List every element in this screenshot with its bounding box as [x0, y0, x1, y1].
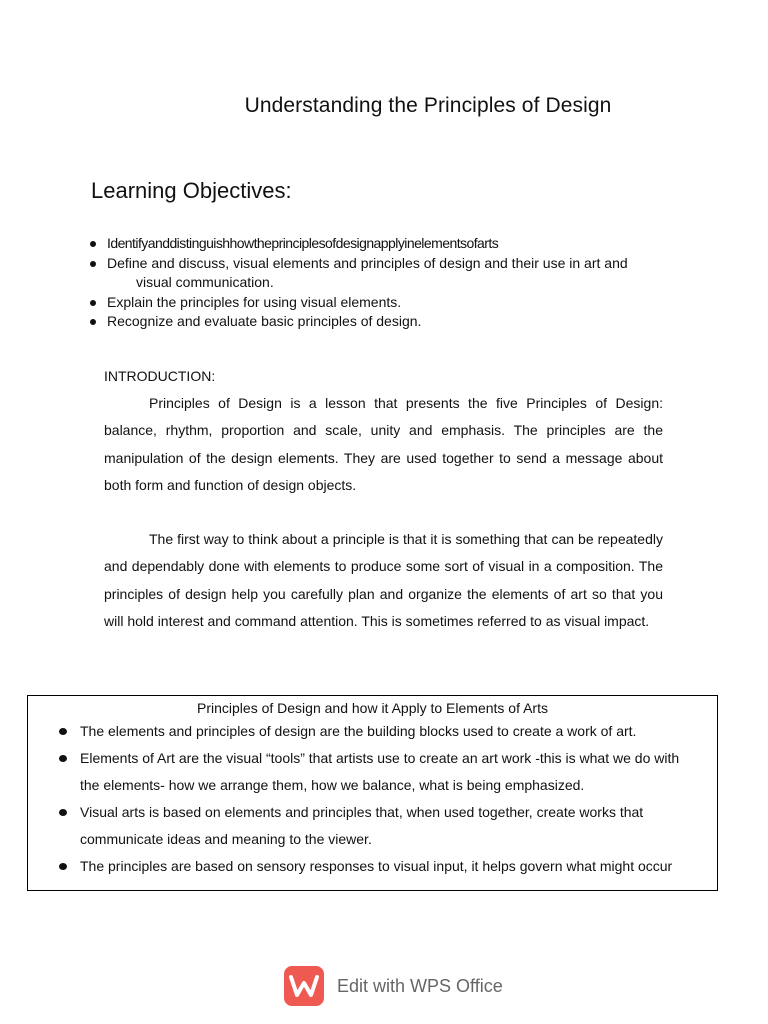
edit-with-wps-button[interactable]: [284, 965, 503, 1007]
objective-item: Identifyanddistinguishhowtheprinciplesofdesignapplyinelementsofarts: [88, 234, 688, 254]
introduction-paragraph: Principles of Design is a lesson that presents the five Principles of Design: balance, rhythm, proportion and scale, unity and emphasis. The principles are the manipulation of the design elements. They are used together to send a message about both form and function of design objects.: [104, 395, 663, 493]
principles-box-list: [57, 718, 702, 876]
objective-item: Explain the principles for using visual elements.: [88, 293, 688, 313]
document-title: Understanding the Principles of Design: [244, 94, 612, 117]
principles-box-title: Principles of Design and how it Apply to Elements of Arts: [197, 700, 548, 716]
principles-list-item: Elements of Art are the visual “tools” that artists use to create an art work -this is what we do with the elements- how we arrange them, how we balance, what is being emphasized.: [57, 745, 702, 799]
principles-list-item: The elements and principles of design are the building blocks used to create a work of art.: [57, 718, 702, 745]
principles-list-item: Visual arts is based on elements and principles that, when used together, create works that communicate ideas and meaning to the viewer.: [57, 799, 702, 853]
wps-office-logo-icon: [284, 966, 324, 1006]
objective-item: Recognize and evaluate basic principles of design.: [88, 312, 688, 332]
wps-w-glyph: [289, 975, 319, 997]
principles-box: [27, 695, 718, 891]
learning-objectives-heading: Learning Objectives:: [91, 178, 292, 203]
edit-with-wps-label: Edit with WPS Office: [337, 975, 503, 996]
learning-objectives-list: [88, 234, 688, 332]
principles-list-item: The principles are based on sensory responses to visual input, it helps govern what might occur: [57, 853, 702, 876]
introduction-paragraph: The first way to think about a principle is that it is something that can be repeatedly and dependably done with elements to produce some sort of visual in a composition. The principles of design help you carefully plan and organize the elements of art so that you will hold interest and command attention. This is sometimes referred to as visual impact.: [104, 531, 663, 629]
objective-item: Define and discuss, visual elements and principles of design and their use in art and visual communication.: [88, 254, 688, 293]
introduction-heading: INTRODUCTION:: [104, 368, 216, 384]
